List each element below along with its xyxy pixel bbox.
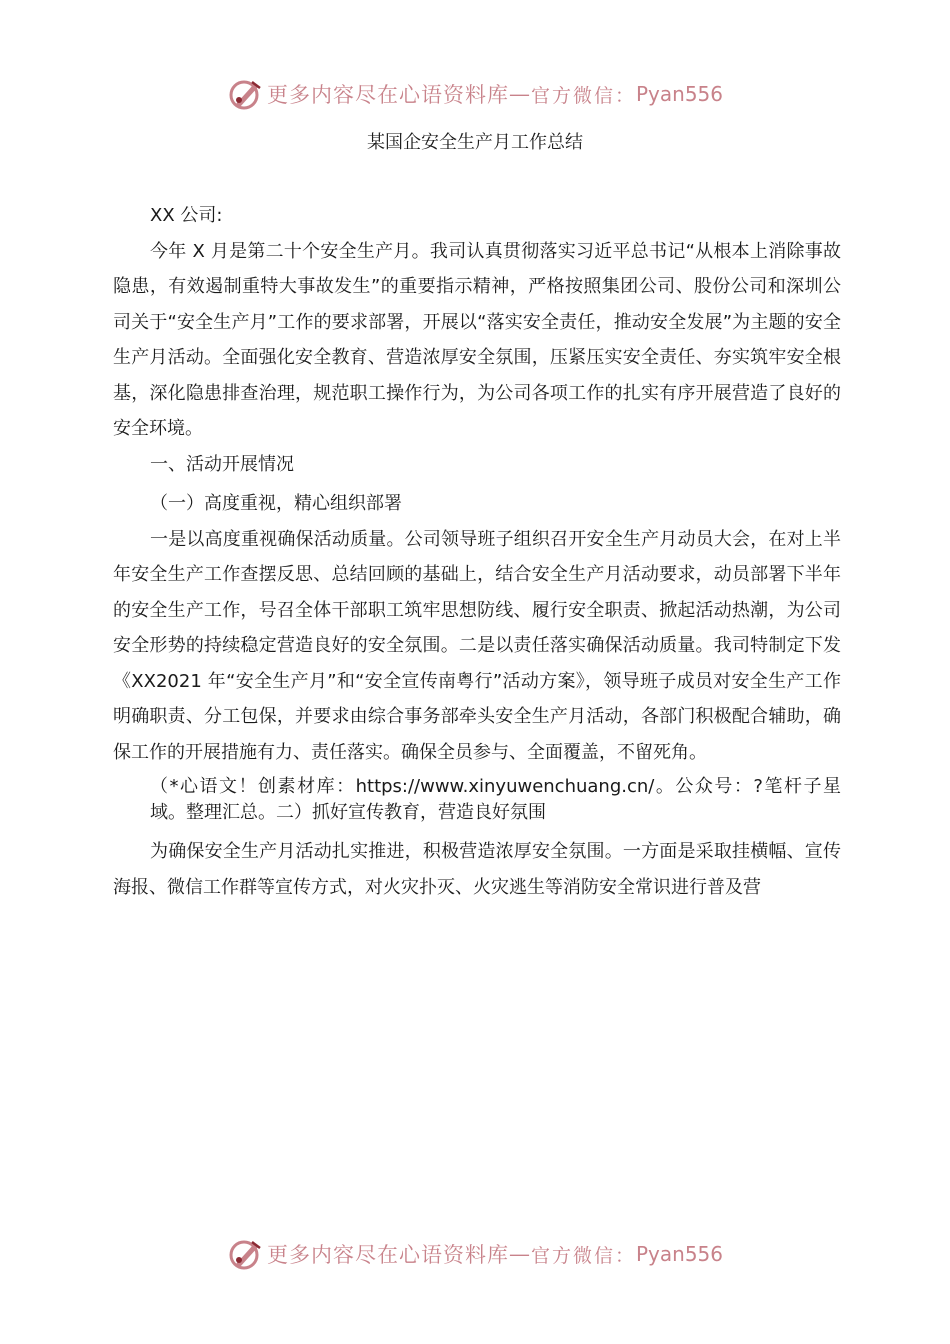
section-heading: 一、活动开展情况 <box>150 453 294 475</box>
pen-circle-logo-icon <box>227 76 263 112</box>
watermark-dash: — <box>508 1242 531 1266</box>
watermark-text: 更多内容尽在心语资料库 <box>266 83 509 107</box>
watermark-wechat-label: 官方微信： <box>530 84 636 107</box>
watermark-banner-bottom <box>0 1230 950 1278</box>
source-note: （*心语文！创素材库：https://www.xinyuwenchuang.cn/。公众号：?笔杆子星域。整理汇总。二）抓好宣传教育，营造良好氛围 <box>150 776 841 823</box>
pen-circle-logo-icon <box>227 1236 263 1272</box>
watermark-dash: — <box>508 82 531 106</box>
document-body <box>113 198 841 905</box>
subsection-paragraph: 一是以高度重视确保活动质量。公司领导班子组织召开安全生产月动员大会，在对上半年安全生产工作查摆反思、总结回顾的基础上，结合安全生产月活动要求，动员部署下半年的安全生产工作，号召全体干部职工筑牢思想防线、履行安全职责、掀起活动热潮，为公司安全形势的持续稳定营造良好的安全氛围。二是以责任落实确保活动质量。我司特制定下发《XX2021 年“安全生产月”和“安全宣传南粤行”活动方案》，领导班子成员对安全生产工作明确职责、分工包保，并要求由综合事务部牵头安全生产月活动，各部门积极配合辅助，确保工作的开展措施有力、责任落实。确保全员参与、全面覆盖，不留死角。 <box>113 528 841 763</box>
salutation: XX 公司: <box>150 205 223 226</box>
watermark-wechat-id: Pyan556 <box>636 1242 724 1266</box>
watermark-wechat-label: 官方微信： <box>530 1244 636 1267</box>
subsection-paragraph-2: 为确保安全生产月活动扎实推进，积极营造浓厚安全氛围。一方面是采取挂横幅、宣传海报、微信工作群等宣传方式，对火灾扑灭、火灾逃生等消防安全常识进行普及营 <box>113 841 841 898</box>
watermark-banner-top <box>0 70 950 118</box>
document-title: 某国企安全生产月工作总结 <box>367 132 583 153</box>
watermark-wechat-id: Pyan556 <box>636 82 724 106</box>
watermark-text: 更多内容尽在心语资料库 <box>266 1243 509 1267</box>
subsection-heading: （一）高度重视，精心组织部署 <box>150 493 402 514</box>
intro-paragraph: 今年 X 月是第二十个安全生产月。我司认真贯彻落实习近平总书记“从根本上消除事故隐患，有效遏制重特大事故发生”的重要指示精神，严格按照集团公司、股份公司和深圳公司关于“安全生产月”工作的要求部署，开展以“落实安全责任，推动安全发展”为主题的安全生产月活动。全面强化安全教育、营造浓厚安全氛围，压紧压实安全责任、夯实筑牢安全根基，深化隐患排查治理，规范职工操作行为，为公司各项工作的扎实有序开展营造了良好的安全环境。 <box>113 240 841 439</box>
